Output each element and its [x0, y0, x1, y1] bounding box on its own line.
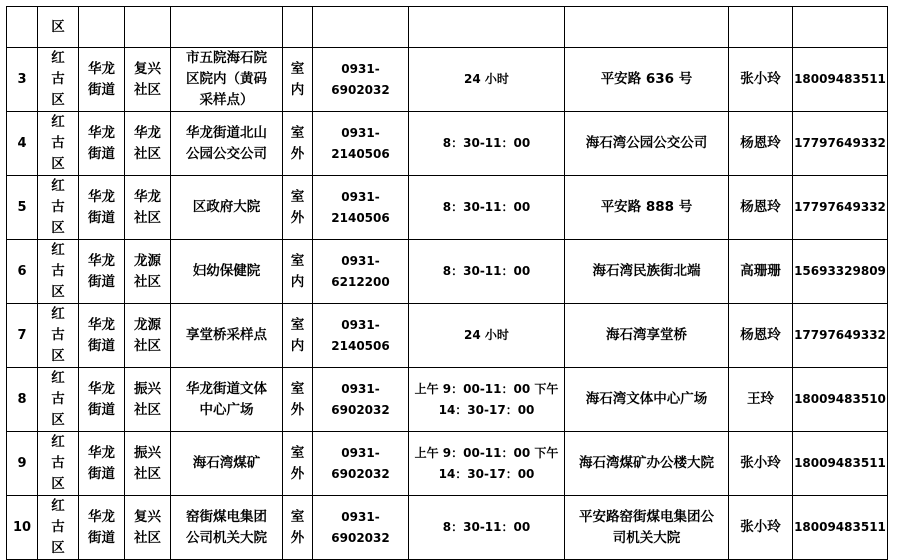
cell-phone: [313, 112, 409, 176]
phone-text: 0931-6902032: [331, 445, 390, 481]
contact-text: 张小玲: [740, 519, 781, 535]
cell-address: [565, 112, 729, 176]
time-text: 24 小时: [464, 72, 509, 86]
cell-time: [409, 496, 565, 560]
cell-site: [171, 496, 283, 560]
table-row-partial: [7, 7, 888, 48]
row-number: 10: [12, 520, 32, 535]
cell-time: [409, 176, 565, 240]
address-text: 海石湾民族街北端: [592, 263, 701, 279]
district-tail: 区: [51, 18, 65, 35]
site-text: 享堂桥采样点: [186, 327, 267, 343]
cell-street: [79, 48, 125, 112]
table-body: [7, 7, 888, 560]
district-text: 红古区: [51, 498, 65, 556]
cell-phone: [313, 496, 409, 560]
cell-type: [283, 240, 313, 304]
cell-time: [409, 112, 565, 176]
cell-community: [125, 112, 171, 176]
time-text: 24 小时: [464, 328, 509, 342]
cell-no: [7, 432, 38, 496]
cell-site: [171, 7, 283, 48]
table-row: [7, 112, 888, 176]
type-text: 室外: [290, 508, 305, 546]
cell-mobile: [793, 48, 888, 112]
time-text: 8：30-11：00: [442, 200, 531, 214]
community-text: 振兴社区: [134, 380, 161, 418]
cell-address: [565, 432, 729, 496]
table-row: [7, 432, 888, 496]
community-text: 复兴社区: [134, 60, 161, 98]
contact-text: 王玲: [747, 391, 774, 407]
table-row: [7, 176, 888, 240]
cell-time: [409, 432, 565, 496]
cell-street: [79, 240, 125, 304]
cell-address: [565, 496, 729, 560]
cell-contact: [729, 496, 793, 560]
mobile-text: 18009483511: [794, 520, 886, 534]
cell-community: [125, 432, 171, 496]
cell-address: [565, 176, 729, 240]
address-text: 平安路 888 号: [600, 199, 693, 215]
cell-district: [38, 240, 79, 304]
cell-type: [283, 368, 313, 432]
community-text: 华龙社区: [134, 124, 161, 162]
cell-time: [409, 240, 565, 304]
address-text: 平安路 636 号: [600, 71, 693, 87]
cell-street: [79, 368, 125, 432]
cell-community: [125, 7, 171, 48]
cell-phone: [313, 304, 409, 368]
phone-text: 0931-6902032: [331, 61, 390, 97]
cell-address: [565, 368, 729, 432]
phone-text: 0931-2140506: [331, 189, 390, 225]
cell-mobile: [793, 176, 888, 240]
cell-community: [125, 368, 171, 432]
type-text: 室外: [290, 380, 305, 418]
cell-district: [38, 368, 79, 432]
district-text: 红古区: [51, 434, 65, 492]
mobile-text: 17797649332: [794, 328, 886, 342]
district-text: 红古区: [51, 114, 65, 172]
cell-mobile: [793, 304, 888, 368]
cell-site: [171, 368, 283, 432]
cell-time: [409, 7, 565, 48]
cell-contact: [729, 7, 793, 48]
cell-phone: [313, 368, 409, 432]
district-text: 红古区: [51, 306, 65, 364]
cell-mobile: [793, 432, 888, 496]
cell-district: [38, 496, 79, 560]
street-text: 华龙街道: [88, 124, 115, 162]
cell-no: [7, 48, 38, 112]
cell-address: [565, 7, 729, 48]
district-text: 红古区: [51, 370, 65, 428]
cell-street: [79, 304, 125, 368]
cell-contact: [729, 304, 793, 368]
cell-district: [38, 304, 79, 368]
cell-street: [79, 496, 125, 560]
cell-time: [409, 48, 565, 112]
cell-phone: [313, 7, 409, 48]
cell-district: [38, 48, 79, 112]
row-number: 5: [17, 200, 27, 215]
phone-text: 0931-6902032: [331, 381, 390, 417]
cell-no: [7, 240, 38, 304]
cell-site: [171, 112, 283, 176]
phone-text: 0931-6212200: [331, 253, 390, 289]
cell-mobile: [793, 112, 888, 176]
cell-mobile: [793, 496, 888, 560]
cell-mobile: [793, 240, 888, 304]
street-text: 华龙街道: [88, 188, 115, 226]
cell-time: [409, 304, 565, 368]
cell-community: [125, 240, 171, 304]
contact-text: 杨恩玲: [740, 199, 781, 215]
cell-mobile: [793, 368, 888, 432]
street-text: 华龙街道: [88, 316, 115, 354]
type-text: 室内: [290, 316, 305, 354]
phone-text: 0931-6902032: [331, 509, 390, 545]
time-text: 8：30-11：00: [442, 520, 531, 534]
mobile-text: 18009483511: [794, 456, 886, 470]
address-text: 平安路窑街煤电集团公司机关大院: [578, 508, 714, 546]
cell-community: [125, 48, 171, 112]
site-text: 妇幼保健院: [192, 263, 261, 279]
cell-contact: [729, 48, 793, 112]
mobile-text: 18009483510: [794, 392, 886, 406]
site-text: 华龙街道文体中心广场: [186, 380, 267, 418]
row-number: 9: [17, 456, 27, 471]
mobile-text: 18009483511: [794, 72, 886, 86]
district-text: 红古区: [51, 242, 65, 300]
address-text: 海石湾公园公交公司: [585, 135, 708, 151]
site-text: 窑街煤电集团公司机关大院: [186, 508, 267, 546]
cell-type: [283, 48, 313, 112]
cell-street: [79, 176, 125, 240]
cell-address: [565, 240, 729, 304]
cell-no: [7, 368, 38, 432]
address-text: 海石湾煤矿办公楼大院: [578, 455, 714, 471]
cell-phone: [313, 240, 409, 304]
row-number: 7: [17, 328, 27, 343]
cell-time: [409, 368, 565, 432]
contact-text: 杨恩玲: [740, 135, 781, 151]
cell-phone: [313, 48, 409, 112]
type-text: 室外: [290, 444, 305, 482]
row-number: 3: [17, 72, 27, 87]
community-text: 振兴社区: [134, 444, 161, 482]
cell-type: [283, 7, 313, 48]
mobile-text: 15693329809: [794, 264, 886, 278]
site-text: 市五院海石院区院内（黄码采样点）: [186, 50, 267, 108]
cell-community: [125, 496, 171, 560]
cell-phone: [313, 176, 409, 240]
mobile-text: 17797649332: [794, 200, 886, 214]
cell-street: [79, 112, 125, 176]
cell-district: [38, 176, 79, 240]
cell-no: [7, 7, 38, 48]
cell-district: [38, 432, 79, 496]
cell-district: [38, 112, 79, 176]
contact-text: 高珊珊: [740, 263, 781, 279]
type-text: 室内: [290, 252, 305, 290]
cell-type: [283, 432, 313, 496]
time-text: 8：30-11：00: [442, 136, 531, 150]
cell-type: [283, 176, 313, 240]
row-number: 6: [17, 264, 27, 279]
cell-no: [7, 304, 38, 368]
table-row: [7, 496, 888, 560]
cell-site: [171, 176, 283, 240]
cell-street: [79, 432, 125, 496]
row-number: 8: [17, 392, 27, 407]
cell-no: [7, 496, 38, 560]
contact-text: 张小玲: [740, 71, 781, 87]
row-number: 4: [17, 136, 27, 151]
cell-site: [171, 240, 283, 304]
time-text: 上午 9：00-11：00 下午 14：30-17：00: [414, 445, 559, 481]
table-row: [7, 240, 888, 304]
cell-street: [79, 7, 125, 48]
cell-contact: [729, 432, 793, 496]
cell-phone: [313, 432, 409, 496]
contact-text: 杨恩玲: [740, 327, 781, 343]
cell-mobile: [793, 7, 888, 48]
phone-text: 0931-2140506: [331, 317, 390, 353]
site-text: 区政府大院: [192, 199, 261, 215]
type-text: 室内: [290, 60, 305, 98]
time-text: 8：30-11：00: [442, 264, 531, 278]
cell-community: [125, 304, 171, 368]
cell-address: [565, 48, 729, 112]
table-row: [7, 48, 888, 112]
site-text: 海石湾煤矿: [192, 455, 261, 471]
district-text: 红古区: [51, 178, 65, 236]
phone-text: 0931-2140506: [331, 125, 390, 161]
address-text: 海石湾文体中心广场: [585, 391, 708, 407]
cell-district: [38, 7, 79, 48]
site-text: 华龙街道北山公园公交公司: [186, 124, 267, 162]
street-text: 华龙街道: [88, 444, 115, 482]
cell-site: [171, 304, 283, 368]
cell-contact: [729, 112, 793, 176]
street-text: 华龙街道: [88, 252, 115, 290]
type-text: 室外: [290, 124, 305, 162]
cell-type: [283, 112, 313, 176]
district-text: 红古区: [51, 50, 65, 108]
cell-type: [283, 496, 313, 560]
cell-contact: [729, 240, 793, 304]
community-text: 龙源社区: [134, 252, 161, 290]
street-text: 华龙街道: [88, 508, 115, 546]
time-text: 上午 9：00-11：00 下午 14：30-17：00: [414, 381, 559, 417]
address-text: 海石湾享堂桥: [605, 327, 687, 343]
cell-no: [7, 112, 38, 176]
cell-contact: [729, 368, 793, 432]
cell-no: [7, 176, 38, 240]
community-text: 复兴社区: [134, 508, 161, 546]
table-row: [7, 304, 888, 368]
contact-text: 张小玲: [740, 455, 781, 471]
cell-address: [565, 304, 729, 368]
testing-sites-table: [6, 6, 888, 560]
community-text: 华龙社区: [134, 188, 161, 226]
street-text: 华龙街道: [88, 380, 115, 418]
type-text: 室外: [290, 188, 305, 226]
table-row: [7, 368, 888, 432]
cell-type: [283, 304, 313, 368]
cell-contact: [729, 176, 793, 240]
community-text: 龙源社区: [134, 316, 161, 354]
cell-site: [171, 48, 283, 112]
cell-community: [125, 176, 171, 240]
street-text: 华龙街道: [88, 60, 115, 98]
mobile-text: 17797649332: [794, 136, 886, 150]
cell-site: [171, 432, 283, 496]
